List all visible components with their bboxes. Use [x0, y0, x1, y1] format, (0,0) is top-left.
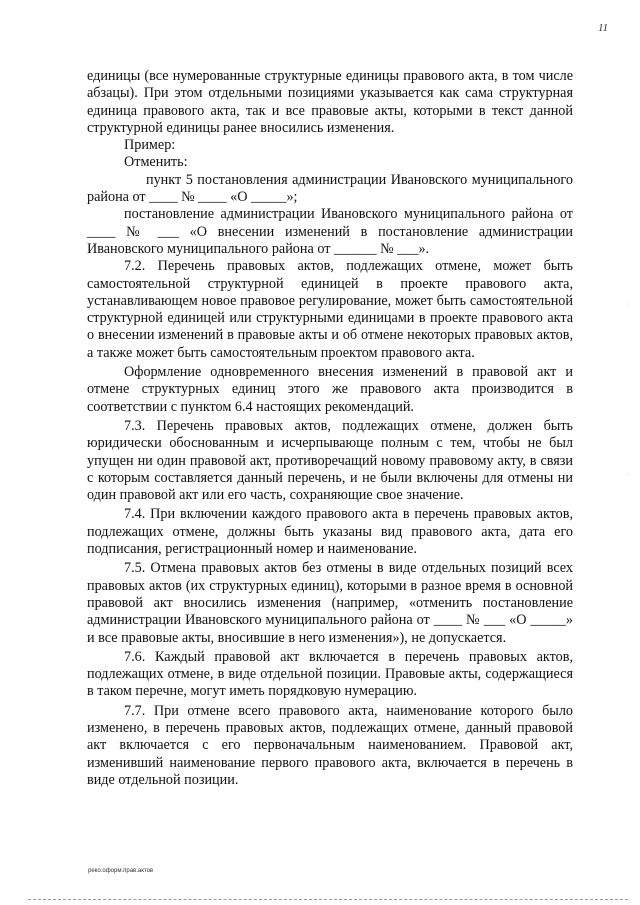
footer-file-label: реко.оформ.прав.актов — [88, 868, 154, 874]
paragraph-7-2-design: Оформление одновременного внесения изменений в правовой акт и отмене структурных единиц этого же правового акта производится в соответствии с пунктом 6.4 настоящих рекомендаций. — [87, 364, 573, 415]
paragraph-example-item-2: постановление администрации Ивановского муниципального района от ____ № ___ «О внесении изменений в постановление администрации Ивановского муниципального района от ______ № ___». — [87, 206, 573, 257]
paragraph-example-label: Пример: — [124, 137, 176, 154]
paragraph-7-5: 7.5. Отмена правовых актов без отмены в виде отдельных позиций всех правовых актов (их структурных единиц), которыми в разное время в основной правовой акт вносились изменения (например, «отменить постановление администрации Ивановского муниципального района от ____ № ___ «О _____» и все правовые акты, вносившие в него изменения»), не допускается. — [87, 560, 573, 646]
scan-mark: · — [627, 470, 630, 479]
page-number: 11 — [598, 22, 609, 34]
paragraph-example-item-1: пункт 5 постановления администрации Ивановского муниципального района от ____ № ____ «О _____»; — [87, 171, 573, 206]
scan-mark: · — [627, 300, 630, 309]
paragraph-7-7: 7.7. При отмене всего правового акта, наименование которого было изменено, в перечень правовых актов, подлежащих отмене, данный правовой акт включается с его первоначальным наименованием. Правовой акт, изменивший наименование первого правового акта, включается в перечень в виде отдельной позиции. — [87, 702, 573, 788]
paragraph-7-4: 7.4. При включении каждого правового акта в перечень правовых актов, подлежащих отмене, должны быть указаны вид правового акта, дата его подписания, регистрационный номер и наименование. — [87, 506, 573, 558]
paragraph-7-3: 7.3. Перечень правовых актов, подлежащих отмене, должен быть юридически обоснованным и исчерпывающе полным с тем, чтобы не был упущен ни один правовой акт, противоречащий новому правовому акту, в связи с которым составляется данный перечень, и не были включены для отмены ни один правовой акт или его часть, сохраняющие свое значение. — [87, 417, 573, 504]
scan-edge-line — [28, 899, 628, 900]
paragraph-example-cancel: Отменить: — [124, 154, 188, 171]
document-body — [87, 68, 573, 789]
paragraph-7-2: 7.2. Перечень правовых актов, подлежащих отмене, может быть самостоятельной структурной единицей в проекте правового акта, устанавливающем новое правовое регулирование, может быть самостоятельной структурной единицей или структурными единицами в проекте правового акта о внесении изменений в правовые акты и об отмене некоторых правовых актов, а также может быть самостоятельным проектом правового акта. — [87, 258, 573, 361]
paragraph-continuation: единицы (все нумерованные структурные единицы правового акта, в том числе абзацы). При этом отдельными позициями указывается как сама структурная единица правового акта, так и все правовые акты, которыми в текст данной структурной единицы ранее вносились изменения. — [87, 68, 573, 136]
paragraph-7-6: 7.6. Каждый правовой акт включается в перечень правовых актов, подлежащих отмене, в виде отдельной позиции. Правовые акты, содержащиеся в таком перечне, могут иметь порядковую нумерацию. — [87, 648, 573, 700]
